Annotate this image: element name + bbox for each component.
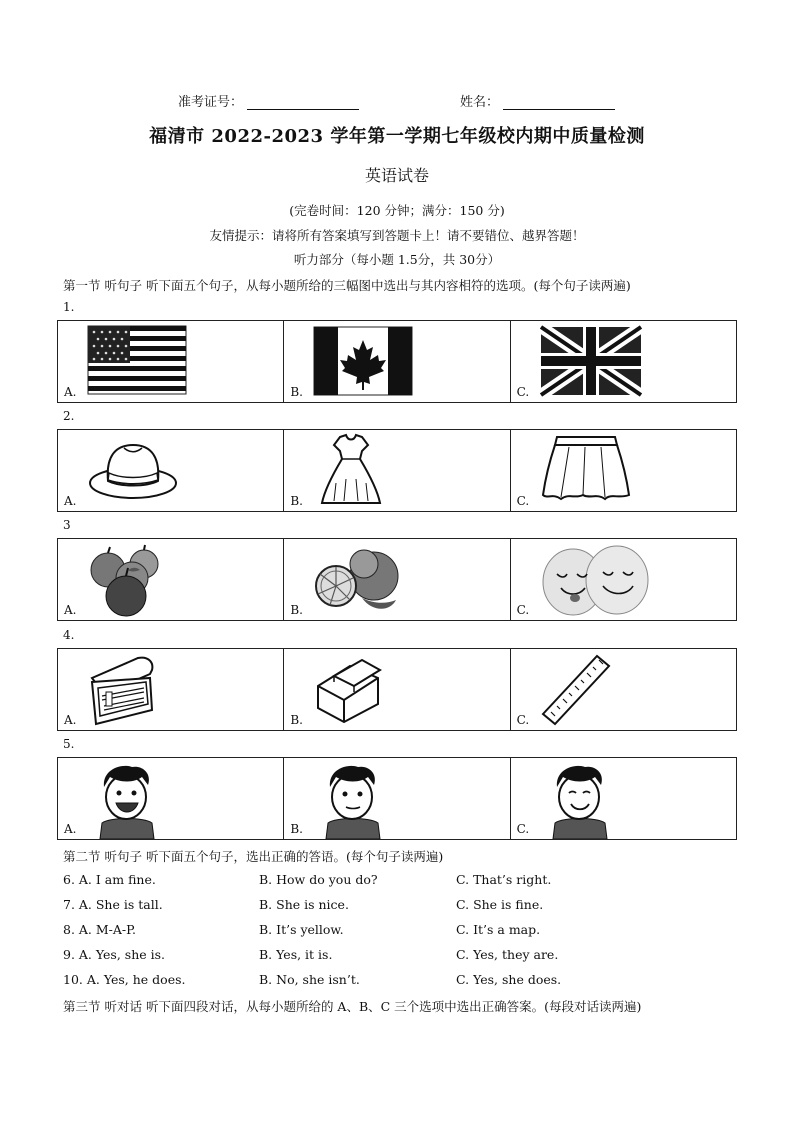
option-label: C. (516, 603, 530, 617)
listening-heading: 听力部分（每小题 1.5分，共 30分） (293, 252, 501, 267)
option-b[interactable] (284, 649, 510, 730)
option-label: B. (290, 385, 303, 399)
boy-neutral-icon (318, 761, 388, 839)
uk-flag-icon (539, 324, 643, 398)
answer-row (0, 947, 794, 967)
hat-icon (86, 433, 178, 505)
option-c: C. That’s right. (456, 872, 552, 887)
question-1-options (57, 320, 737, 403)
exam-id-label: 准考证号： (178, 95, 244, 110)
option-c: C. It’s a map. (456, 922, 541, 937)
option-label: B. (290, 822, 303, 836)
option-b: B. No, she isn’t. (259, 972, 360, 987)
option-c: C. Yes, she does. (456, 972, 562, 987)
option-b: B. Yes, it is. (259, 947, 333, 962)
section1-title: 第一节 听句子 听下面五个句子，从每小题所给的三幅图中选出与其内容相符的选项。(每个句子读两遍) (63, 278, 631, 293)
name-field (460, 91, 615, 110)
option-label: A. (64, 713, 77, 727)
option-c[interactable] (511, 430, 736, 511)
option-a: 9. A. Yes, she is. (63, 947, 166, 962)
answer-row (0, 872, 794, 892)
dress-icon (316, 433, 386, 509)
option-a[interactable] (58, 430, 284, 511)
option-a: 7. A. She is tall. (63, 897, 163, 912)
exam-subtitle: 英语试卷 (364, 166, 429, 185)
question-number: 5. (63, 737, 75, 751)
apples-icon (86, 542, 166, 618)
option-b: B. How do you do? (259, 872, 378, 887)
option-a: 6. A. I am fine. (63, 872, 156, 887)
option-b: B. She is nice. (259, 897, 349, 912)
question-number: 2. (63, 409, 75, 423)
option-label: C. (516, 713, 530, 727)
time-info: (完卷时间：120 分钟；满分：150 分) (289, 203, 505, 218)
question-5-options (57, 757, 737, 840)
answer-row (0, 922, 794, 942)
question-4-options (57, 648, 737, 731)
question-number: 3 (63, 518, 71, 532)
option-label: A. (64, 822, 77, 836)
oranges-icon (312, 542, 404, 618)
option-label: A. (64, 385, 77, 399)
option-label: C. (516, 822, 530, 836)
question-3-options (57, 538, 737, 621)
notice: 友情提示：请将所有答案填写到答题卡上！请不要错位、越界答题！ (209, 228, 585, 243)
name-label: 姓名： (460, 95, 500, 110)
ruler-icon (539, 652, 613, 728)
exam-title: 福清市 2022-2023 学年第一学期七年级校内期中质量检测 (149, 126, 645, 147)
option-c: C. Yes, they are. (456, 947, 559, 962)
usa-flag-icon (86, 324, 188, 396)
option-c[interactable] (511, 649, 736, 730)
boy-laughing-icon (92, 761, 162, 839)
option-label: A. (64, 603, 77, 617)
option-label: B. (290, 494, 303, 508)
option-label: B. (290, 713, 303, 727)
section3-title: 第三节 听对话 听下面四段对话，从每小题所给的 A、B、C 三个选项中选出正确答案。(每段对话读两遍) (63, 999, 642, 1014)
boy-smiling-icon (545, 761, 615, 839)
eraser-icon (314, 652, 384, 726)
exam-id-blank (247, 96, 359, 110)
option-c[interactable] (511, 758, 736, 839)
option-a[interactable] (58, 758, 284, 839)
question-2-options (57, 429, 737, 512)
option-a: 8. A. M-A-P. (63, 922, 136, 937)
canada-flag-icon (312, 324, 414, 398)
option-c: C. She is fine. (456, 897, 544, 912)
option-label: A. (64, 494, 77, 508)
option-c[interactable] (511, 321, 736, 402)
name-blank (503, 96, 615, 110)
eggs-icon (539, 542, 651, 618)
question-number: 4. (63, 628, 75, 642)
option-a[interactable] (58, 539, 284, 620)
option-label: C. (516, 385, 530, 399)
option-a[interactable] (58, 649, 284, 730)
option-label: B. (290, 603, 303, 617)
exam-id-field (178, 91, 359, 110)
question-number: 1. (63, 300, 75, 314)
option-c[interactable] (511, 539, 736, 620)
answer-row (0, 972, 794, 992)
skirt-icon (539, 433, 633, 503)
option-b[interactable] (284, 539, 510, 620)
answer-row (0, 897, 794, 917)
option-b: B. It’s yellow. (259, 922, 344, 937)
option-b[interactable] (284, 758, 510, 839)
option-a: 10. A. Yes, he does. (63, 972, 186, 987)
option-label: C. (516, 494, 530, 508)
section2-title: 第二节 听句子 听下面五个句子，选出正确的答语。(每个句子读两遍) (63, 849, 444, 864)
option-b[interactable] (284, 321, 510, 402)
pencil-box-icon (86, 652, 160, 728)
option-b[interactable] (284, 430, 510, 511)
option-a[interactable] (58, 321, 284, 402)
